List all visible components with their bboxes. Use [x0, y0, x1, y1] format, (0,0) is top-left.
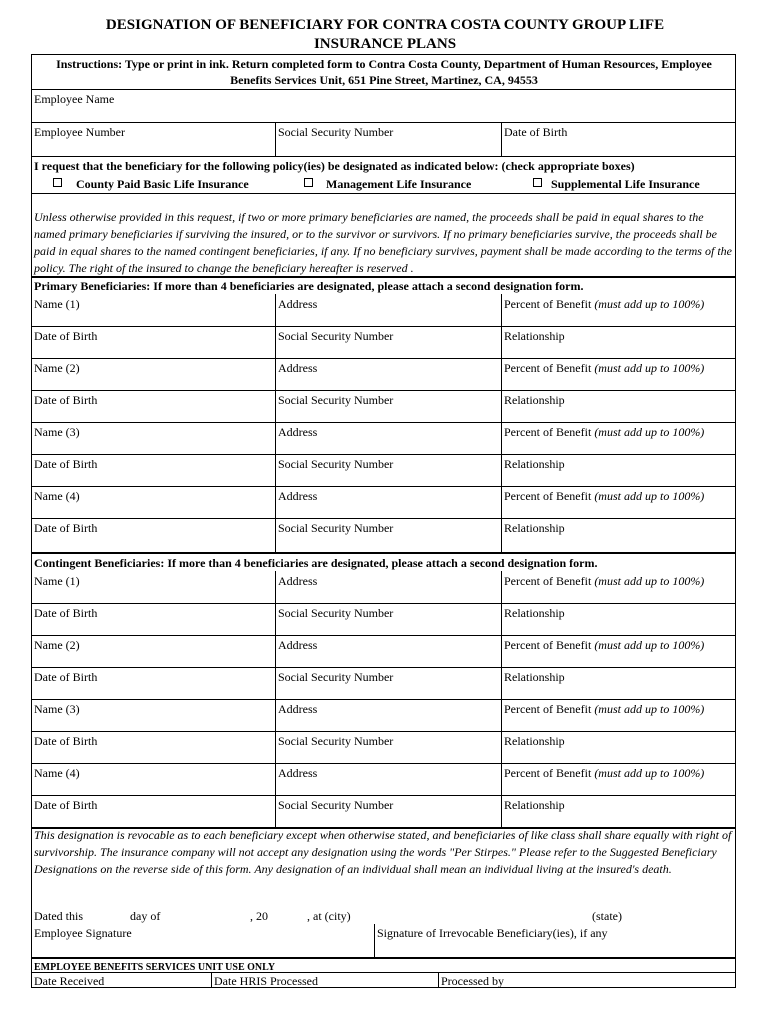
divider	[32, 699, 736, 700]
primary-percent-3-field[interactable]	[504, 425, 704, 440]
divider	[32, 358, 736, 359]
primary-ssn-1-field[interactable]: Social Security Number	[278, 329, 394, 343]
primary-ssn-3-field[interactable]: Social Security Number	[278, 457, 394, 471]
divider	[32, 122, 736, 123]
divider	[32, 193, 736, 194]
year-field[interactable]: , 20	[250, 909, 268, 923]
section-divider	[32, 276, 736, 278]
percent-note: (must add up to 100%)	[594, 361, 705, 375]
contingent-name-3-field[interactable]: Name (3)	[34, 702, 80, 716]
revocable-terms: This designation is revocable as to each beneficiary except when otherwise stated, and beneficiaries of like class shall share equally with right of survivorship. The insurance company will not accept any designation using the words "Per Stirpes." Please refer to the Suggested Beneficiary Designations on the reverse side of this form. Any designation of an individual shall mean an individual living at the insured's death.	[34, 828, 732, 876]
contingent-ssn-1-field[interactable]: Social Security Number	[278, 606, 394, 620]
primary-relationship-1-field[interactable]: Relationship	[504, 329, 565, 343]
percent-label: Percent of Benefit	[504, 425, 595, 439]
divider	[32, 972, 736, 973]
primary-address-4-field[interactable]: Address	[278, 489, 318, 503]
percent-note: (must add up to 100%)	[594, 574, 705, 588]
primary-ssn-2-field[interactable]: Social Security Number	[278, 393, 394, 407]
percent-label: Percent of Benefit	[504, 574, 595, 588]
contingent-address-1-field[interactable]: Address	[278, 574, 318, 588]
primary-name-1-field[interactable]: Name (1)	[34, 297, 80, 311]
primary-dob-4-field[interactable]: Date of Birth	[34, 521, 98, 535]
form-title-line2: INSURANCE PLANS	[313, 36, 457, 52]
contingent-percent-1-field[interactable]	[504, 574, 704, 589]
divider	[275, 122, 276, 156]
dated-this-field[interactable]: Dated this	[34, 909, 83, 923]
basic-life-label: County Paid Basic Life Insurance	[76, 177, 249, 191]
percent-note: (must add up to 100%)	[594, 638, 705, 652]
percent-note: (must add up to 100%)	[594, 297, 705, 311]
contingent-dob-1-field[interactable]: Date of Birth	[34, 606, 98, 620]
primary-dob-2-field[interactable]: Date of Birth	[34, 393, 98, 407]
percent-label: Percent of Benefit	[504, 361, 595, 375]
date-hris-processed-field[interactable]: Date HRIS Processed	[214, 974, 318, 988]
divider	[32, 731, 736, 732]
divider	[211, 972, 212, 988]
divider	[275, 571, 276, 827]
percent-note: (must add up to 100%)	[594, 766, 705, 780]
primary-address-1-field[interactable]: Address	[278, 297, 318, 311]
divider	[501, 122, 502, 156]
percent-note: (must add up to 100%)	[594, 489, 705, 503]
primary-percent-2-field[interactable]	[504, 361, 704, 376]
divider	[32, 156, 736, 157]
supplemental-life-checkbox[interactable]	[533, 178, 542, 187]
percent-label: Percent of Benefit	[504, 638, 595, 652]
management-life-checkbox[interactable]	[304, 178, 313, 187]
divider	[275, 294, 276, 552]
day-of-field[interactable]: day of	[130, 909, 161, 923]
primary-name-4-field[interactable]: Name (4)	[34, 489, 80, 503]
contingent-name-4-field[interactable]: Name (4)	[34, 766, 80, 780]
employee-name-field[interactable]: Employee Name	[34, 92, 115, 106]
divider	[32, 763, 736, 764]
contingent-address-4-field[interactable]: Address	[278, 766, 318, 780]
state-field[interactable]: (state)	[592, 909, 622, 923]
divider	[374, 924, 375, 957]
primary-name-3-field[interactable]: Name (3)	[34, 425, 80, 439]
percent-note: (must add up to 100%)	[594, 702, 705, 716]
employee-number-field[interactable]: Employee Number	[34, 125, 125, 139]
section-divider	[32, 957, 736, 959]
contingent-relationship-3-field[interactable]: Relationship	[504, 734, 565, 748]
contingent-relationship-2-field[interactable]: Relationship	[504, 670, 565, 684]
divider	[438, 972, 439, 988]
divider	[32, 326, 736, 327]
divider	[32, 422, 736, 423]
instructions-line2: Benefits Services Unit, 651 Pine Street, Martinez, CA, 94553	[230, 73, 538, 87]
city-field[interactable]: , at (city)	[307, 909, 351, 923]
divider	[32, 486, 736, 487]
contingent-dob-3-field[interactable]: Date of Birth	[34, 734, 98, 748]
contingent-ssn-2-field[interactable]: Social Security Number	[278, 670, 394, 684]
contingent-beneficiaries-header: Contingent Beneficiaries: If more than 4 beneficiaries are designated, please attach a second designation form.	[34, 556, 598, 570]
divider	[32, 635, 736, 636]
supplemental-life-label: Supplemental Life Insurance	[551, 177, 700, 191]
primary-address-3-field[interactable]: Address	[278, 425, 318, 439]
contingent-ssn-3-field[interactable]: Social Security Number	[278, 734, 394, 748]
contingent-relationship-1-field[interactable]: Relationship	[504, 606, 565, 620]
section-divider	[32, 552, 736, 554]
primary-dob-1-field[interactable]: Date of Birth	[34, 329, 98, 343]
contingent-percent-2-field[interactable]	[504, 638, 704, 653]
processed-by-field[interactable]: Processed by	[441, 974, 504, 988]
divider	[501, 571, 502, 827]
contingent-percent-4-field[interactable]	[504, 766, 704, 781]
divider	[32, 795, 736, 796]
employee-signature-field[interactable]: Employee Signature	[34, 926, 132, 940]
divider	[32, 390, 736, 391]
primary-relationship-2-field[interactable]: Relationship	[504, 393, 565, 407]
primary-name-2-field[interactable]: Name (2)	[34, 361, 80, 375]
contingent-dob-2-field[interactable]: Date of Birth	[34, 670, 98, 684]
contingent-address-3-field[interactable]: Address	[278, 702, 318, 716]
percent-label: Percent of Benefit	[504, 297, 595, 311]
instructions-line1: Instructions: Type or print in ink. Return completed form to Contra Costa County, Department of Human Resources, Employee	[56, 57, 712, 71]
contingent-percent-3-field[interactable]	[504, 702, 704, 717]
contingent-address-2-field[interactable]: Address	[278, 638, 318, 652]
percent-label: Percent of Benefit	[504, 489, 595, 503]
primary-percent-1-field[interactable]	[504, 297, 704, 312]
contingent-dob-4-field[interactable]: Date of Birth	[34, 798, 98, 812]
contingent-name-2-field[interactable]: Name (2)	[34, 638, 80, 652]
date-received-field[interactable]: Date Received	[34, 974, 105, 988]
divider	[32, 454, 736, 455]
primary-ssn-4-field[interactable]: Social Security Number	[278, 521, 394, 535]
form-title-line1: DESIGNATION OF BENEFICIARY FOR CONTRA COSTA COUNTY GROUP LIFE	[105, 17, 665, 33]
employee-ssn-field[interactable]: Social Security Number	[278, 125, 394, 139]
contingent-name-1-field[interactable]: Name (1)	[34, 574, 80, 588]
primary-relationship-3-field[interactable]: Relationship	[504, 457, 565, 471]
employee-dob-field[interactable]: Date of Birth	[504, 125, 568, 139]
policy-request-text: I request that the beneficiary for the following policy(ies) be designated as indicated below: (check appropriate boxes)	[34, 159, 635, 173]
primary-relationship-4-field[interactable]: Relationship	[504, 521, 565, 535]
divider	[32, 518, 736, 519]
contingent-ssn-4-field[interactable]: Social Security Number	[278, 798, 394, 812]
percent-note: (must add up to 100%)	[594, 425, 705, 439]
divider	[501, 294, 502, 552]
primary-percent-4-field[interactable]	[504, 489, 704, 504]
office-use-header: EMPLOYEE BENEFITS SERVICES UNIT USE ONLY	[34, 962, 276, 973]
divider	[32, 89, 736, 90]
divider	[32, 667, 736, 668]
divider	[32, 603, 736, 604]
primary-dob-3-field[interactable]: Date of Birth	[34, 457, 98, 471]
basic-life-checkbox[interactable]	[53, 178, 62, 187]
primary-address-2-field[interactable]: Address	[278, 361, 318, 375]
distribution-terms: Unless otherwise provided in this request, if two or more primary beneficiaries are named, the proceeds shall be paid in equal shares to the named primary beneficiaries if surviving the insured, or to the survivor or survivors. If no primary beneficiaries survive, the proceeds shall be paid in equal shares to the named contingent beneficiaries, if any. If no beneficiary survives, payment shall be made according to the terms of the policy. The right of the insured to change the beneficiary hereafter is reserved .	[34, 210, 732, 275]
irrevocable-signature-field[interactable]: Signature of Irrevocable Beneficiary(ies), if any	[377, 926, 608, 940]
management-life-label: Management Life Insurance	[326, 177, 472, 191]
percent-label: Percent of Benefit	[504, 702, 595, 716]
contingent-relationship-4-field[interactable]: Relationship	[504, 798, 565, 812]
primary-beneficiaries-header: Primary Beneficiaries: If more than 4 beneficiaries are designated, please attach a second designation form.	[34, 279, 584, 293]
percent-label: Percent of Benefit	[504, 766, 595, 780]
